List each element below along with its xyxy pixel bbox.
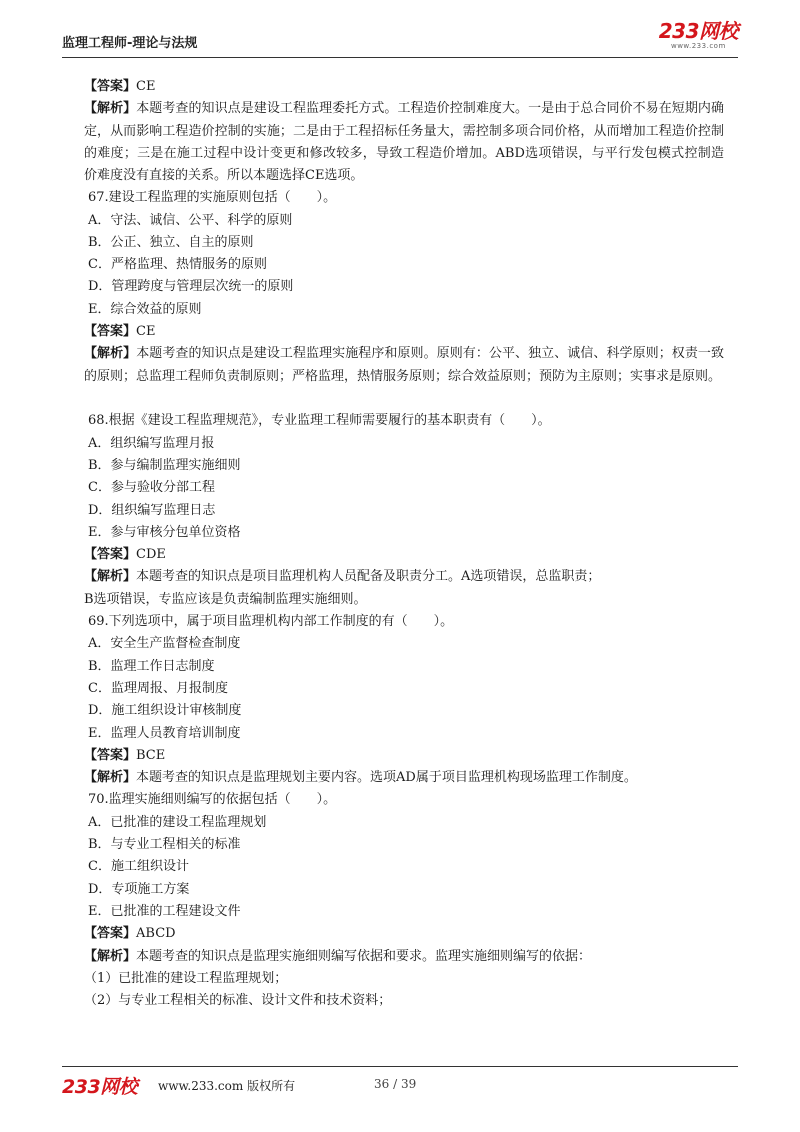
answer-value: BCE	[136, 747, 166, 763]
footer-logo: 233网校	[62, 1076, 138, 1098]
analysis-tag: 【解析】	[84, 948, 137, 964]
q69-option-d: D．施工组织设计审核制度	[88, 703, 242, 719]
q67-analysis	[84, 343, 724, 410]
brand-logo	[659, 20, 738, 51]
q70-option-c: C．施工组织设计	[88, 859, 189, 875]
question-70: 70.监理实施细则编写的依据包括（ ）。	[88, 792, 337, 808]
q70-analysis-item-2: （2）与专业工程相关的标准、设计文件和技术资料；	[84, 993, 392, 1009]
answer-value: CDE	[136, 547, 166, 563]
q67-option-a: A．守法、诚信、公平、科学的原则	[88, 212, 293, 228]
q67-answer-line	[84, 321, 724, 343]
analysis-tag: 【解析】	[84, 346, 137, 362]
q70-option-b: B．与专业工程相关的标准	[88, 837, 241, 853]
q70-analysis-item-1: （1）已批准的建设工程监理规划；	[84, 970, 288, 986]
answer-tag: 【答案】	[84, 324, 137, 340]
page-number: 36 / 39	[374, 1077, 417, 1091]
answer-tag: 【答案】	[84, 926, 137, 942]
analysis-text: 本题考查的知识点是监理实施细则编写依据和要求。监理实施细则编写的依据：	[136, 948, 592, 964]
q70-option-e: E．已批准的工程建设文件	[88, 903, 241, 919]
answer-value: CE	[136, 79, 156, 94]
q68-option-b: B．参与编制监理实施细则	[88, 457, 241, 473]
analysis-text: 本题考查的知识点是建设工程监理委托方式。工程造价控制难度大。一是由于总合同价不易在短期内确定，从而影响工程造价控制的实施；二是由于工程招标任务量大，需控制多项合同价格，从而增加工程造价控制的难度；三是在施工过程中设计变更和修改较多，导致工程造价增加。ABD选项错误，与平行发包模式控制造价难度没有直接的关系。所以本题选择CE选项。	[84, 101, 724, 184]
q68-option-a: A．组织编写监理月报	[88, 435, 215, 451]
q70-option-d: D．专项施工方案	[88, 881, 190, 897]
analysis-text: 本题考查的知识点是建设工程监理实施程序和原则。原则有：公平、独立、诚信、科学原则；权责一致的原则；总监理工程师负责制原则；严格监理，热情服务原则；综合效益原则；预防为主原则；实事求是原则。	[84, 346, 724, 384]
question-67: 67.建设工程监理的实施原则包括（ ）。	[88, 190, 337, 206]
answer-value: ABCD	[136, 926, 176, 942]
question-69: 69.下列选项中，属于项目监理机构内部工作制度的有（ ）。	[88, 614, 454, 630]
analysis-tag: 【解析】	[84, 770, 137, 786]
question-68: 68.根据《建设工程监理规范》，专业监理工程师需要履行的基本职责有（ ）。	[88, 413, 551, 429]
page-footer	[62, 1072, 738, 1096]
q67-option-c: C．严格监理、热情服务的原则	[88, 257, 267, 273]
q68-option-d: D．组织编写监理日志	[88, 502, 216, 518]
logo-url: www.233.com	[670, 42, 726, 50]
q67-option-e: E．综合效益的原则	[88, 301, 202, 317]
answer-tag: 【答案】	[84, 747, 137, 763]
q68-option-c: C．参与验收分部工程	[88, 480, 215, 496]
q70-answer-line	[84, 923, 724, 945]
header-divider	[62, 57, 738, 58]
q69-option-e: E．监理人员教育培训制度	[88, 725, 241, 741]
footer-divider	[62, 1066, 738, 1067]
answer-tag: 【答案】	[84, 79, 137, 94]
q70-option-a: A．已批准的建设工程监理规划	[88, 814, 267, 830]
q69-option-c: C．监理周报、月报制度	[88, 680, 228, 696]
analysis-text: 本题考查的知识点是项目监理机构人员配备及职责分工。A选项错误，总监职责；	[136, 569, 601, 585]
q69-option-a: A．安全生产监督检查制度	[88, 636, 241, 652]
analysis-tag: 【解析】	[84, 101, 137, 117]
answer-line	[84, 76, 724, 98]
q68-analysis-line-1	[84, 566, 724, 588]
answer-value: CE	[136, 324, 156, 340]
analysis-tag: 【解析】	[84, 569, 137, 585]
q70-analysis	[84, 946, 724, 968]
q68-analysis-line-2: B选项错误，专监应该是负责编制监理实施细则。	[84, 591, 367, 607]
analysis-text: 本题考查的知识点是监理规划主要内容。选项AD属于项目监理机构现场监理工作制度。	[136, 770, 637, 786]
q69-option-b: B．监理工作日志制度	[88, 658, 215, 674]
q67-option-b: B．公正、独立、自主的原则	[88, 234, 254, 250]
footer-site-link[interactable]: www.233.com 版权所有	[158, 1079, 296, 1093]
page-header	[62, 18, 738, 58]
q69-answer-line	[84, 745, 724, 767]
document-body	[84, 76, 724, 1012]
q69-analysis	[84, 767, 724, 789]
logo-text: 233网校	[658, 19, 738, 43]
q68-option-e: E．参与审核分包单位资格	[88, 524, 241, 540]
q68-answer-line	[84, 544, 724, 566]
analysis-paragraph	[84, 98, 724, 187]
header-title: 监理工程师-理论与法规	[62, 36, 198, 51]
answer-tag: 【答案】	[84, 547, 137, 563]
q67-option-d: D．管理跨度与管理层次统一的原则	[88, 279, 294, 295]
